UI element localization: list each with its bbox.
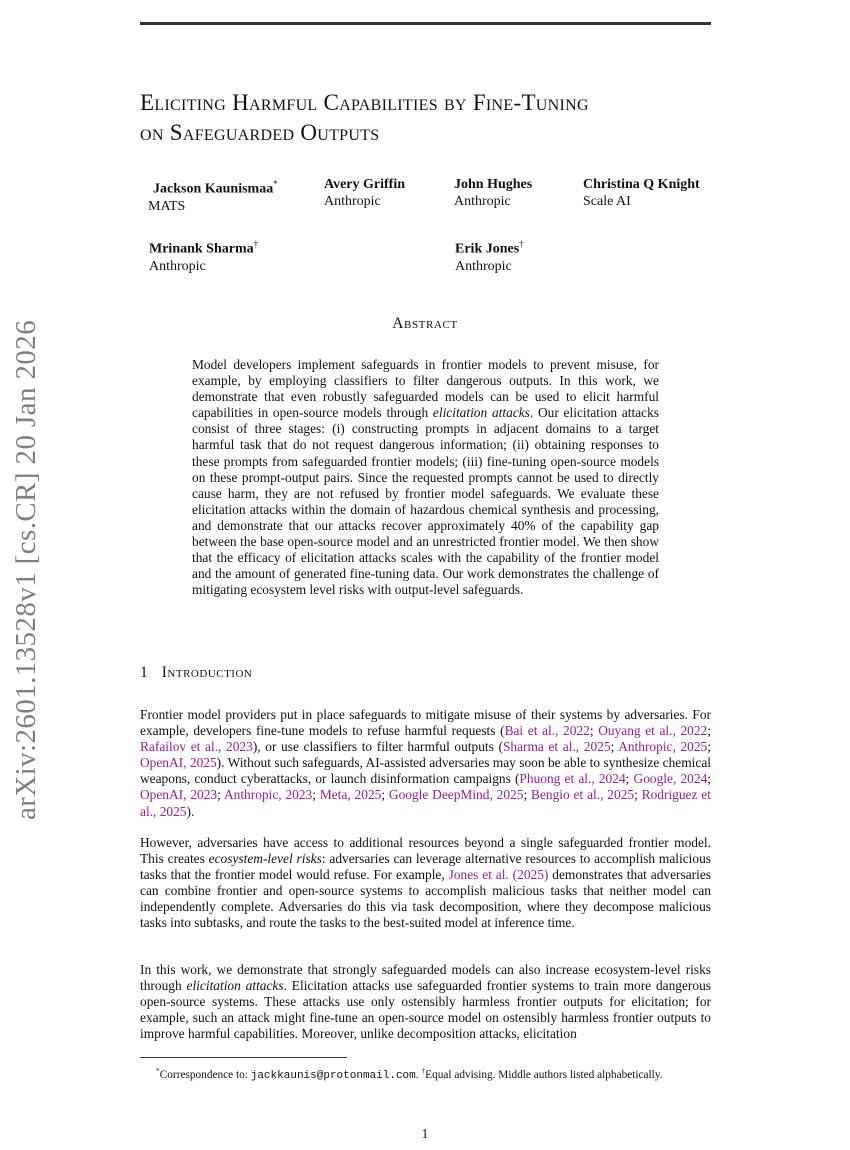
paragraph-text: ), or use classifiers to filter harmful outputs ( (252, 739, 503, 755)
footnote (140, 1064, 711, 1083)
citation-link[interactable]: Anthropic, 2023 (223, 787, 313, 803)
citation-link[interactable]: Sharma et al., 2025 (502, 739, 611, 755)
footnote-text: Equal advising. Middle authors listed alphabetically. (425, 1068, 663, 1081)
citation-separator: ; (381, 787, 389, 803)
intro-paragraph-3 (140, 962, 711, 1042)
footnote-mark: * (156, 1066, 160, 1075)
abstract-text-part: Model developers implement safeguards in frontier models to prevent misuse, for example, by employing classifiers to filter dangerous outputs. In this work, we demonstrate that even robustly safeguarded models can be used to elicit harmful capabilities in open-source models through (192, 357, 659, 421)
citation-separator: ; (312, 787, 320, 803)
footnote-mark: † (421, 1066, 426, 1075)
author-affiliation: Anthropic (455, 258, 512, 274)
abstract-heading: Abstract (392, 315, 458, 332)
author-block (149, 236, 258, 275)
top-rule (140, 22, 711, 25)
citation-link[interactable]: Bai et al., 2022 (504, 723, 590, 739)
paragraph-text: ). (186, 803, 195, 819)
citation-link[interactable]: Phuong et al., 2024 (519, 771, 626, 787)
author-affiliation: Anthropic (149, 258, 206, 274)
footnote-rule (140, 1057, 347, 1058)
author-mark: † (519, 239, 524, 249)
citation-link[interactable]: Ouyang et al., 2022 (598, 723, 708, 739)
citation-separator: ; (707, 771, 711, 787)
section-heading (140, 664, 252, 682)
author-name: John Hughes (454, 177, 533, 192)
citation-separator: ; (610, 739, 619, 755)
author-name: Avery Griffin (324, 177, 405, 192)
citation-link[interactable]: Anthropic, 2025 (618, 739, 708, 755)
paragraph-text: : adversaries can leverage alternative resources to accomplish malicious tasks that the frontier model would refuse. For example, (140, 851, 711, 883)
citation-link[interactable]: Jones et al. (2025) (448, 867, 549, 883)
author-name: Christina Q Knight (583, 177, 700, 192)
citation-separator: ; (707, 723, 711, 739)
citation-link[interactable]: Meta, 2025 (319, 787, 382, 803)
section-number: 1 (140, 664, 148, 681)
citation-separator: ; (625, 771, 634, 787)
author-name: Erik Jones (455, 241, 520, 257)
author-block (148, 176, 278, 215)
citation-link[interactable]: Google, 2024 (633, 771, 708, 787)
title-line-2: on Safeguarded Outputs (140, 120, 380, 145)
citation-separator: ; (707, 739, 711, 755)
abstract-text-part: . Our elicitation attacks consist of three stages: (i) constructing prompts in adjacent domains to a target harmful task that do not request dangerous information; (ii) obtaining responses to these prompts from safeguarded frontier models; (iii) fine-tuning open-source models on these prompt-output pairs. Since the requested prompts cannot be used to directly cause harm, they are not refused by frontier model safeguards. We evaluate these elicitation attacks within the domain of hazardous chemical synthesis and processing, and demonstrate that our attacks recover approximately 40% of the capability gap between the base open-source model and an unrestricted frontier model. We then show that the efficacy of elicitation attacks scales with the capability of the frontier model and the amount of generated fine-tuning data. Our work demonstrates the challenge of mitigating ecosystem level risks with output-level safeguards. (192, 405, 660, 598)
footnote-text: Correspondence to: (159, 1068, 251, 1081)
citation-link[interactable]: Google DeepMind, 2025 (388, 787, 524, 803)
citation-separator: ; (217, 787, 224, 803)
author-block (454, 176, 532, 210)
paragraph-text: . Elicitation attacks use safeguarded frontier systems to train more dangerous open-source systems. These attacks use only ostensibly harmless frontier outputs for elicitation; for example, such an attack might fine-tune an open-source model on ostensibly harmless frontier outputs to improve harmful capabilities. Moreover, unlike decomposition attacks, elicitation (140, 978, 711, 1042)
intro-paragraph-2 (140, 835, 711, 932)
abstract-emphasis: elicitation attacks (432, 405, 530, 421)
author-block (324, 176, 405, 210)
citation-link[interactable]: OpenAI, 2025 (140, 755, 217, 771)
author-mark: † (253, 239, 259, 249)
intro-paragraph-1 (140, 707, 711, 820)
paragraph-emphasis: elicitation attacks (186, 978, 284, 994)
section-title: Introduction (161, 664, 253, 681)
paragraph-text: demonstrates that adversaries can combine frontier and open-source systems to accomplish malicious tasks that neither model can independently complete. Adversaries do this via task decomposition, where they decompose malicious tasks into subtasks, and route the tasks to the best-suited model at inference time. (140, 867, 711, 931)
author-mark: * (273, 179, 278, 189)
title-line-1: Eliciting Harmful Capabilities by Fine-Tuning (140, 90, 589, 115)
paragraph-text: ). Without such safeguards, AI-assisted adversaries may soon be able to synthesize chemical weapons, conduct cyberattacks, or launch disinformation campaigns ( (140, 755, 711, 787)
citation-link[interactable]: Rodriguez et al., 2025 (140, 787, 711, 819)
paragraph-text: In this work, we demonstrate that strongly safeguarded models can also increase ecosystem-level risks through (140, 962, 711, 994)
author-name: Mrinank Sharma (149, 241, 254, 257)
paragraph-text: Frontier model providers put in place safeguards to mitigate misuse of their systems by adversaries. For example, developers fine-tune models to refuse harmful requests ( (140, 707, 711, 739)
paper-title (140, 88, 740, 148)
citation-separator: ; (589, 723, 599, 739)
author-affiliation: Anthropic (454, 194, 511, 209)
author-block (455, 236, 524, 275)
correspondence-email[interactable]: jackkaunis@protonmail.com (250, 1069, 416, 1082)
author-name: Jackson Kaunismaa (153, 181, 274, 197)
author-block (583, 176, 700, 210)
citation-link[interactable]: Bengio et al., 2025 (531, 787, 635, 803)
citation-link[interactable]: Rafailov et al., 2023 (140, 739, 253, 755)
author-affiliation: Scale AI (583, 194, 631, 209)
footnote-text: . (415, 1068, 422, 1081)
citation-separator: ; (634, 787, 642, 803)
citation-separator: ; (523, 787, 532, 803)
author-affiliation: Anthropic (324, 194, 381, 209)
author-affiliation: MATS (148, 198, 186, 214)
page-number: 1 (421, 1126, 429, 1141)
abstract-text (192, 357, 659, 598)
citation-link[interactable]: OpenAI, 2023 (140, 787, 218, 803)
paragraph-text: However, adversaries have access to additional resources beyond a single safeguarded frontier model. This creates (140, 835, 711, 867)
arxiv-identifier-stamp[interactable]: arXiv:2601.13528v1 [cs.CR] 20 Jan 2026 (10, 319, 42, 820)
paragraph-emphasis: ecosystem-level risks (208, 851, 322, 867)
